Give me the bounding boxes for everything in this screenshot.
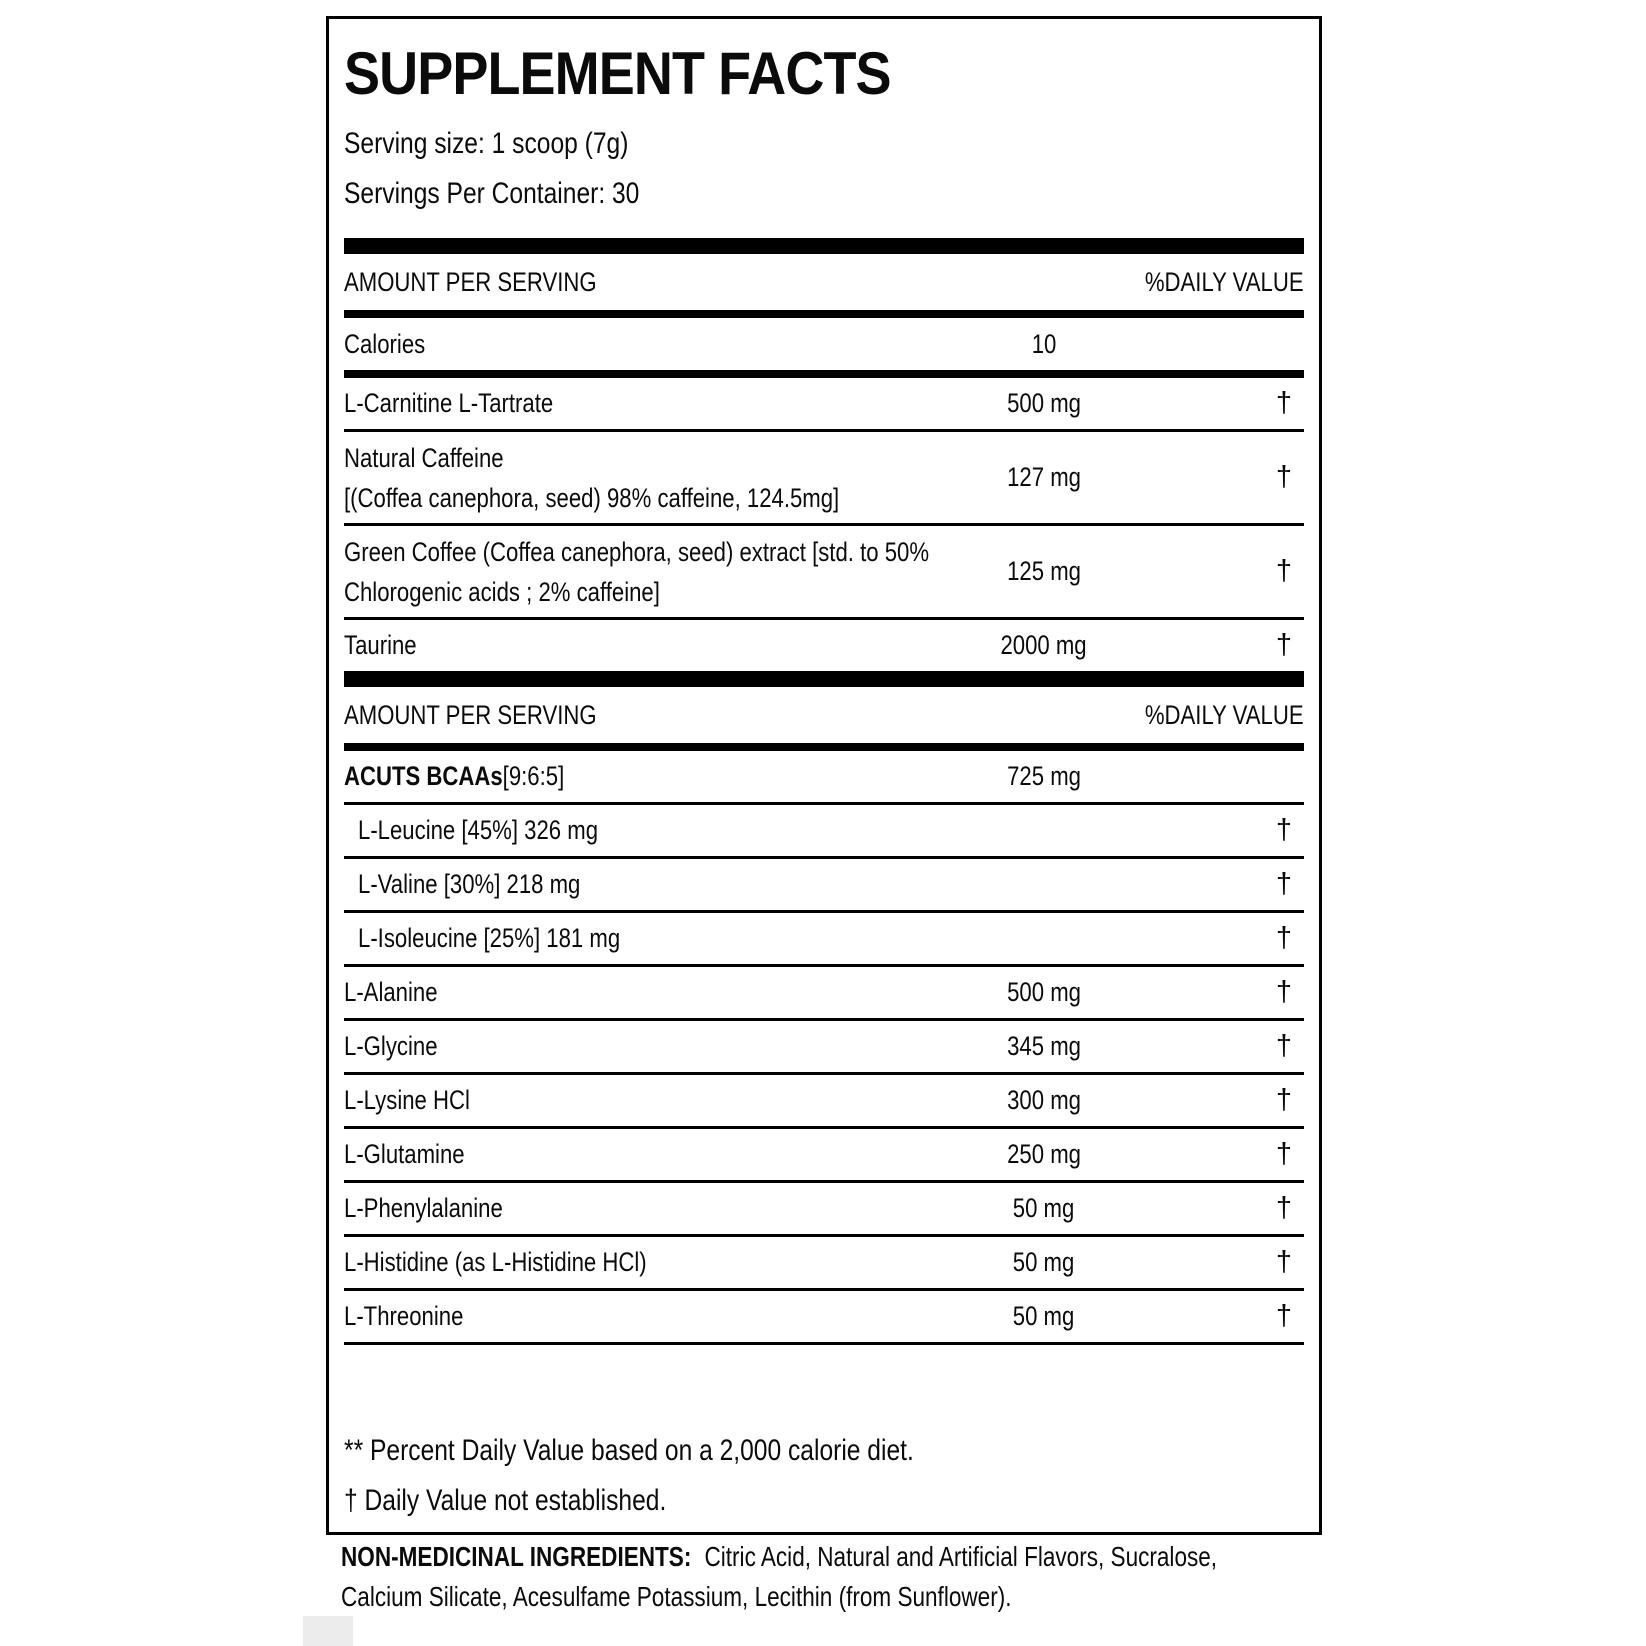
ingredient-name: ACUTS BCAAs[9:6:5] bbox=[344, 761, 565, 791]
servings-per-container: Servings Per Container: 30 bbox=[344, 177, 640, 210]
ingredient-row bbox=[344, 751, 1304, 805]
ingredient-dv: † bbox=[1275, 387, 1293, 419]
supplement-facts-panel bbox=[326, 16, 1322, 1535]
divider-thick bbox=[344, 310, 1304, 318]
non-medicinal-line-2: Calcium Silicate, Acesulfame Potassium, Lecithin (from Sunflower). bbox=[341, 1581, 1012, 1612]
footnote-daily-value-not-established: † Daily Value not established. bbox=[344, 1484, 667, 1517]
ingredient-name: Green Coffee (Coffea canephora, seed) extract [std. to 50% Chlorogenic acids ; 2% caffeine] bbox=[344, 536, 930, 607]
divider-thick bbox=[344, 370, 1304, 378]
non-medicinal-ingredients-note bbox=[341, 1537, 1307, 1617]
ingredient-name: L-Glutamine bbox=[344, 1139, 465, 1169]
ingredient-dv: † bbox=[1275, 1300, 1293, 1332]
ingredient-amount: 250 mg bbox=[1007, 1139, 1081, 1169]
ingredient-name: Calories bbox=[344, 328, 426, 359]
ingredient-amount: 500 mg bbox=[1007, 388, 1081, 418]
ingredient-name: L-Histidine (as L-Histidine HCl) bbox=[344, 1247, 647, 1277]
column-header-row bbox=[344, 687, 1304, 743]
ingredient-amount: 500 mg bbox=[1007, 977, 1081, 1007]
ingredient-amount: 10 bbox=[1031, 328, 1057, 359]
ingredient-dv: † bbox=[1275, 1138, 1293, 1170]
divider-thick bbox=[344, 743, 1304, 751]
daily-value-label: %DAILY VALUE bbox=[1145, 699, 1304, 730]
page-title-text: SUPPLEMENT FACTS bbox=[344, 40, 891, 107]
ingredient-amount: 300 mg bbox=[1007, 1085, 1081, 1115]
ingredient-row bbox=[344, 1237, 1304, 1291]
ingredient-amount: 125 mg bbox=[1007, 556, 1081, 586]
ingredient-name: L-Carnitine L-Tartrate bbox=[344, 388, 554, 418]
ingredient-row bbox=[344, 1021, 1304, 1075]
ingredient-amount bbox=[894, 923, 1194, 954]
daily-value-label: %DAILY VALUE bbox=[1145, 266, 1304, 297]
ingredient-amount: 50 mg bbox=[1013, 1247, 1075, 1277]
ingredient-dv: † bbox=[1275, 814, 1293, 846]
footnotes bbox=[344, 1345, 1304, 1519]
serving-size: Serving size: 1 scoop (7g) bbox=[344, 127, 629, 160]
ingredient-amount: 50 mg bbox=[1013, 1301, 1075, 1331]
ingredient-name: Natural Caffeine [(Coffea canephora, seed) 98% caffeine, 124.5mg] bbox=[344, 442, 840, 513]
ingredient-row bbox=[344, 1129, 1304, 1183]
ingredient-name: L-Leucine [45%] 326 mg bbox=[358, 815, 599, 845]
separator-bar bbox=[344, 671, 1304, 687]
scan-artifact bbox=[303, 1616, 353, 1646]
ingredient-amount: 345 mg bbox=[1007, 1031, 1081, 1061]
ingredient-dv: † bbox=[1275, 868, 1293, 900]
ingredient-name: L-Alanine bbox=[344, 977, 438, 1007]
ingredient-row bbox=[344, 859, 1304, 913]
ingredient-row bbox=[344, 1291, 1304, 1345]
ingredient-dv: † bbox=[1275, 629, 1293, 661]
non-medicinal-line-1: NON-MEDICINAL INGREDIENTS: Citric Acid, Natural and Artificial Flavors, Sucralose, bbox=[341, 1541, 1218, 1572]
ingredient-dv: † bbox=[1275, 1192, 1293, 1224]
ingredient-name: L-Valine [30%] 218 mg bbox=[358, 869, 581, 899]
ingredient-amount: 2000 mg bbox=[1000, 630, 1088, 660]
ingredient-amount bbox=[894, 815, 1194, 846]
amount-per-serving-label: AMOUNT PER SERVING bbox=[344, 699, 597, 730]
ingredient-name: L-Glycine bbox=[344, 1031, 438, 1061]
ingredient-row bbox=[344, 620, 1304, 671]
ingredient-dv: † bbox=[1275, 976, 1293, 1008]
ingredient-dv: † bbox=[1275, 461, 1293, 493]
ingredient-row bbox=[344, 967, 1304, 1021]
ingredient-dv: † bbox=[1275, 1084, 1293, 1116]
ingredient-row bbox=[344, 432, 1304, 526]
footnote-percent-daily-value: ** Percent Daily Value based on a 2,000 calorie diet. bbox=[344, 1434, 914, 1467]
ingredient-row bbox=[344, 1075, 1304, 1129]
ingredient-dv: † bbox=[1275, 922, 1293, 954]
ingredient-row bbox=[344, 913, 1304, 967]
ingredient-name: Taurine bbox=[344, 630, 417, 660]
ingredient-dv: † bbox=[1275, 555, 1293, 587]
ingredient-name: L-Lysine HCl bbox=[344, 1085, 470, 1115]
page-title bbox=[344, 39, 1304, 108]
separator-bar bbox=[344, 238, 1304, 254]
ingredient-row bbox=[344, 378, 1304, 432]
ingredient-name: L-Isoleucine [25%] 181 mg bbox=[358, 923, 621, 953]
ingredient-amount: 725 mg bbox=[1007, 761, 1081, 791]
ingredient-amount: 50 mg bbox=[1013, 1193, 1075, 1223]
calories-row bbox=[344, 318, 1304, 370]
ingredient-amount: 127 mg bbox=[1007, 462, 1081, 492]
ingredient-amount bbox=[894, 869, 1194, 900]
ingredient-row bbox=[344, 805, 1304, 859]
ingredient-row bbox=[344, 526, 1304, 620]
ingredient-dv: † bbox=[1275, 1246, 1293, 1278]
ingredient-name: L-Phenylalanine bbox=[344, 1193, 503, 1223]
amount-per-serving-label: AMOUNT PER SERVING bbox=[344, 266, 597, 297]
ingredient-name: L-Threonine bbox=[344, 1301, 464, 1331]
ingredient-dv: † bbox=[1275, 1030, 1293, 1062]
column-header-row bbox=[344, 254, 1304, 310]
ingredient-row bbox=[344, 1183, 1304, 1237]
